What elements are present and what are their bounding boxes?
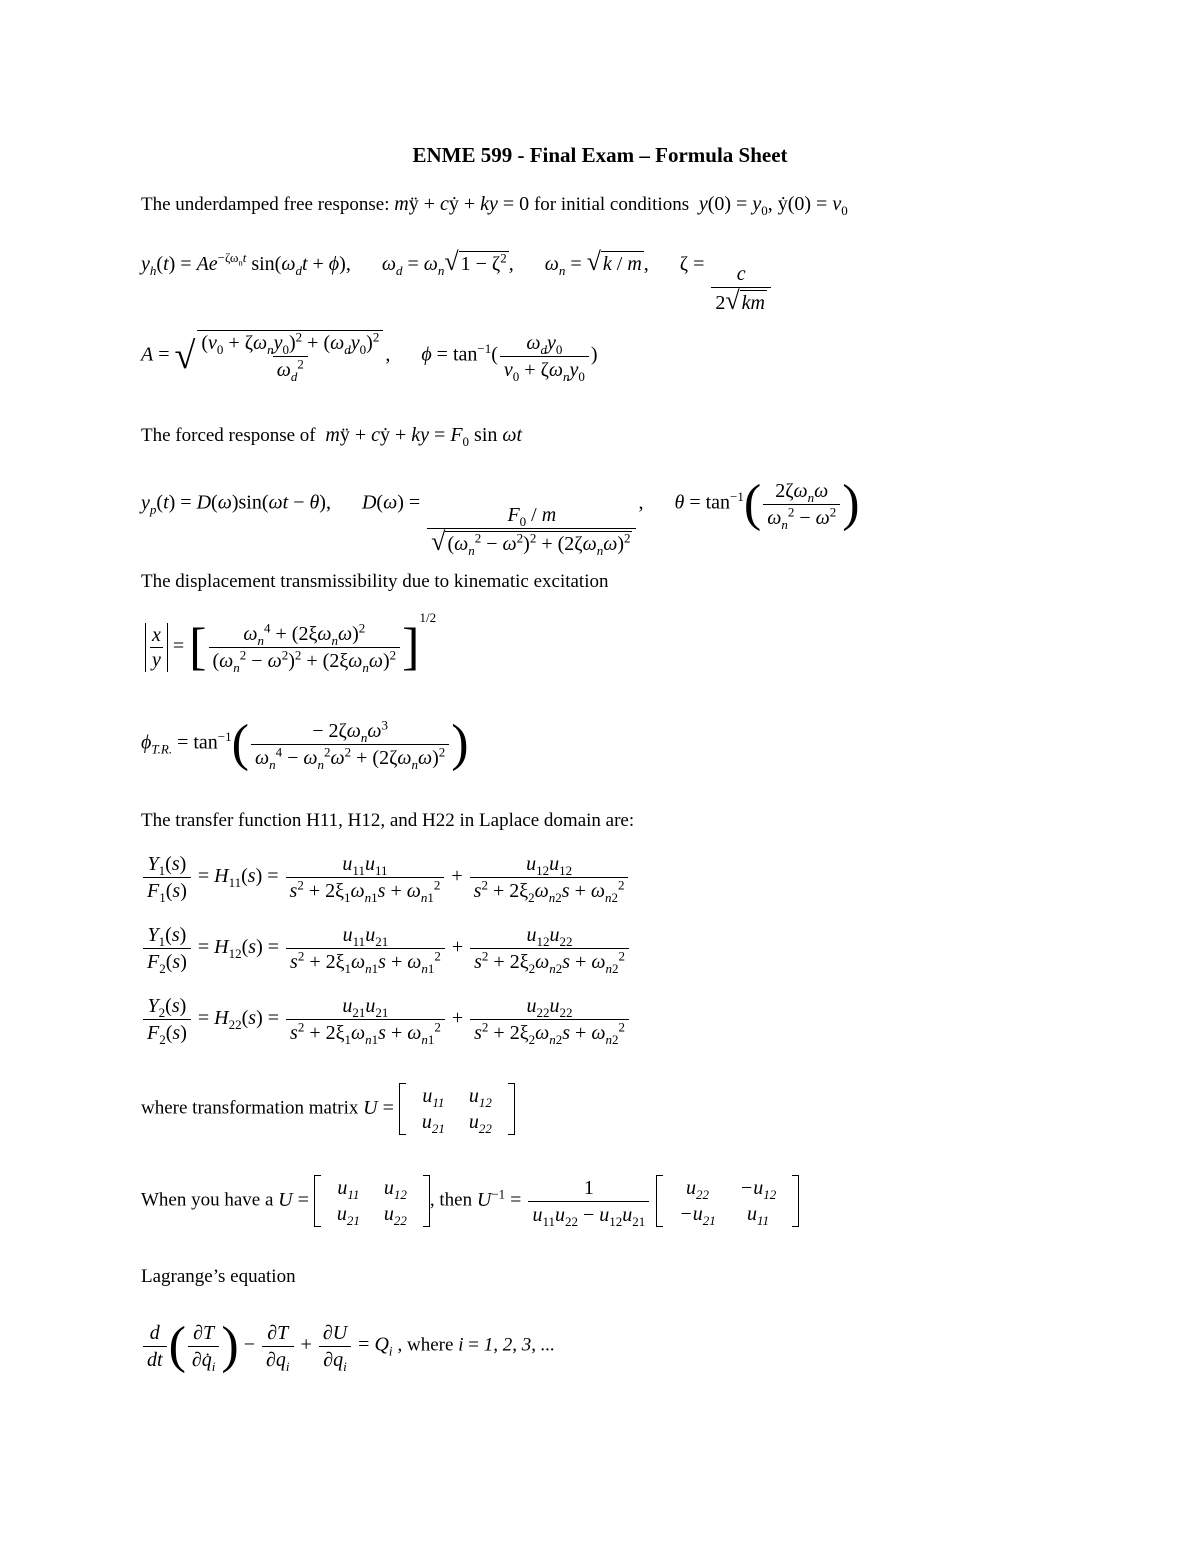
- transmissibility-formula: $\frac{x}{y}$ = [ $\frac{\omega_n^4 + (2\xi\omega_n\omega)^2}{(\omega_n^2 - \omega^2)^2 + (2\xi\omega_n\omega)^2}$ ]$^{1/2}$: [145, 618, 436, 673]
- transfer-label: The transfer function H11, H12, and H22 in Laplace domain are:: [141, 810, 635, 831]
- homogeneous-solution: $y_h(t) = Ae^{-\zeta\omega_nt}$ $\sin(\omega_dt + \phi)$, $\omega_d = \omega_n√$ $1 - \zeta^2$ , $\omega_n$ = √ k / m , ζ = $\frac{c}{2√ km}$: [141, 250, 773, 315]
- transmissibility-label: The displacement transmissibility due to kinematic excitation: [141, 571, 609, 592]
- transformation-line: [141, 1083, 515, 1135]
- then-label: , then: [429, 1189, 473, 1211]
- amplitude-phase: A = √ $\frac{(v_0 + \zeta\omega_ny_0)^2 + (\omega_dy_0)^2}{\omega_d^2}$ , $\phi = \tan^{-1}$( $\frac{\omega_dy_0}{v_0 + \zeta\omega_ny_0}$ ): [141, 329, 598, 384]
- where-label: , where: [397, 1334, 454, 1356]
- lagrange-formula: $\frac{d}{dt}$ ( $\frac{\partial T}{\partial q̇_i}$ ) − $\frac{\partial T}{\partial q_i}$ + $\frac{\partial U}{\partial q_i}$ = $Q_i$ , where i = 1, 2, 3, ...: [141, 1320, 555, 1372]
- underdamped-line: [141, 192, 848, 217]
- particular-solution: $y_p(t) = D(\omega)\sin(\omega t - \theta)$, D(ω) = $\frac{F_0 / m}{√ (\omega_n^2 - \omega^2)^2 + (2\zeta\omega_n\omega)^2}$ , $\theta = \tan^{-1}$( $\frac{2\zeta\omega_n\omega}{\omega_n^2 - \omega^2}$ ): [141, 475, 860, 558]
- initial-conditions-label: for initial conditions: [533, 194, 690, 215]
- u-matrix: U = $u_{11}$ $u_{12}$ $u_{21}$ $u_{22}$: [363, 1097, 515, 1119]
- transformation-label: where transformation matrix: [141, 1097, 359, 1119]
- h12-formula: $\frac{Y_1(s)}{F_2(s)}$ = $H_{12}(s)$ = $\frac{u_{11}u_{21}}{s^2 + 2\xi_1\omega_{n1}s + \omega_{n1}^2}$ + $\frac{u_{12}u_{22}}{s^2 + 2\xi_2\omega_{n2}s + \omega_{n2}^2}$: [141, 923, 631, 974]
- when-label: When you have a: [141, 1189, 274, 1211]
- forced-eom: mÿ + cẏ + ky = $F_0$ sin ωt: [325, 424, 523, 449]
- i-values: 1, 2, 3, ...: [483, 1334, 555, 1356]
- free-eom: mÿ + cẏ + ky = 0: [394, 193, 530, 215]
- initial-conditions: $y(0) = y_0$, ẏ(0) = $v_0$: [698, 193, 848, 218]
- underdamped-label: The underdamped free response:: [141, 194, 390, 215]
- transmissibility-phase: $\phi_{T.R.} = \tan^{-1}$( $\frac{- 2\zeta\omega_n\omega^3}{\omega_n^4 - \omega_n^2\omega^2 + (2\zeta\omega_n\omega)^2}$ ): [141, 715, 469, 772]
- h22-formula: $\frac{Y_2(s)}{F_2(s)}$ = $H_{22}(s)$ = $\frac{u_{21}u_{21}}{s^2 + 2\xi_1\omega_{n1}s + \omega_{n1}^2}$ + $\frac{u_{22}u_{22}}{s^2 + 2\xi_2\omega_{n2}s + \omega_{n2}^2}$: [141, 994, 631, 1045]
- forced-line: [141, 423, 522, 448]
- u-inverse: $U^{-1}$ = $\frac{1}{u_{11}u_{22} - u_{12}u_{21}}$ $u_{22}$ $-u_{12}$ $-u_{21}$ $u_{11}$: [477, 1189, 799, 1211]
- h11-formula: $\frac{Y_1(s)}{F_1(s)}$ = $H_{11}(s)$ = $\frac{u_{11}u_{11}}{s^2 + 2\xi_1\omega_{n1}s + \omega_{n1}^2}$ + $\frac{u_{12}u_{12}}{s^2 + 2\xi_2\omega_{n2}s + \omega_{n2}^2}$: [141, 852, 630, 903]
- forced-label: The forced response of: [141, 425, 316, 446]
- page-title: ENME 599 - Final Exam – Formula Sheet: [412, 143, 788, 167]
- lagrange-label: Lagrange’s equation: [141, 1266, 296, 1287]
- u-matrix-2: U = $u_{11}$ $u_{12}$ $u_{21}$ $u_{22}$: [278, 1189, 430, 1211]
- inverse-line: [141, 1175, 799, 1227]
